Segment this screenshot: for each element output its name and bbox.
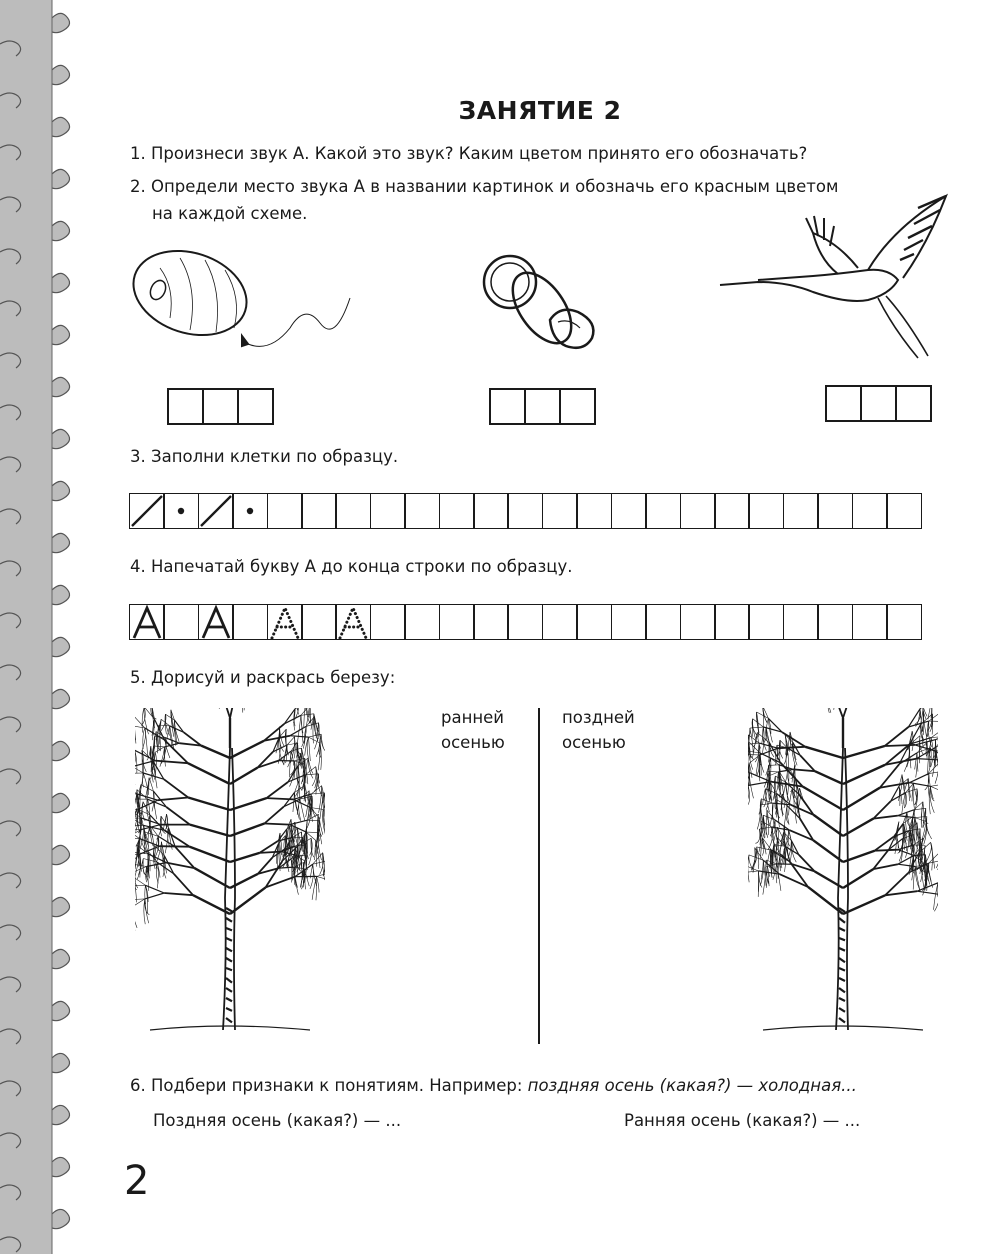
- letter-cell[interactable]: [370, 604, 406, 640]
- early-autumn-label: ранней осенью: [441, 708, 505, 752]
- scheme-cell[interactable]: [559, 388, 596, 425]
- letter-cell[interactable]: [163, 604, 199, 640]
- scheme-cell[interactable]: [167, 388, 204, 425]
- letter-cell[interactable]: [576, 604, 612, 640]
- scheme-cell[interactable]: [825, 385, 862, 422]
- letter-cell[interactable]: [439, 604, 475, 640]
- task-4-text: Напечатай букву А до конца строки по образцу.: [151, 557, 573, 576]
- pattern-cell[interactable]: [680, 493, 716, 529]
- letter-cell[interactable]: [542, 604, 578, 640]
- letter-cell[interactable]: [886, 604, 922, 640]
- scheme-cell[interactable]: [860, 385, 897, 422]
- pattern-cell[interactable]: [852, 493, 888, 529]
- letter-cell-row[interactable]: [129, 604, 922, 640]
- pacifier-icon: [480, 250, 600, 355]
- pattern-cell[interactable]: [404, 493, 440, 529]
- letter-cell[interactable]: [748, 604, 784, 640]
- task-1-text: Произнеси звук А. Какой это звук? Каким цветом принято его обозначать?: [151, 144, 808, 163]
- dotted-letter-a: [268, 605, 302, 639]
- pattern-cell[interactable]: [542, 493, 578, 529]
- scheme-cell[interactable]: [202, 388, 239, 425]
- task-6-text: Подбери признаки к понятиям. Например:: [151, 1076, 528, 1095]
- sample-letter-a: [130, 605, 164, 639]
- slash-mark: [130, 494, 164, 528]
- sound-scheme-pacifier[interactable]: [489, 388, 596, 425]
- pattern-cell[interactable]: [163, 493, 199, 529]
- stork-icon: [718, 188, 950, 366]
- spiral-binding-decoration: [0, 0, 78, 1254]
- pattern-cell[interactable]: [370, 493, 406, 529]
- pattern-cell[interactable]: [748, 493, 784, 529]
- task-5-text: Дорисуй и раскрась березу:: [151, 668, 396, 687]
- pattern-cell[interactable]: [198, 493, 234, 529]
- pattern-cell[interactable]: [301, 493, 337, 529]
- task-1: 1. Произнеси звук А. Какой это звук? Каким цветом принято его обозначать?: [130, 144, 808, 163]
- dot-mark: [233, 494, 267, 528]
- task-6-example: поздняя осень (какая?) — холодная...: [527, 1076, 857, 1095]
- letter-cell[interactable]: [335, 604, 371, 640]
- dot-mark: [164, 494, 198, 528]
- pattern-cell-row[interactable]: [129, 493, 922, 529]
- scheme-cell[interactable]: [237, 388, 274, 425]
- birch-tree-right-icon[interactable]: [748, 708, 938, 1038]
- letter-cell[interactable]: [404, 604, 440, 640]
- birch-tree-left-icon[interactable]: [135, 708, 325, 1038]
- task-2-text-line1: Определи место звука А в названии картинок и обозначь его красным цветом: [151, 177, 839, 196]
- balloon-icon: [130, 248, 355, 358]
- late-autumn-label: поздней осенью: [562, 708, 635, 752]
- letter-cell[interactable]: [198, 604, 234, 640]
- pattern-cell[interactable]: [129, 493, 165, 529]
- scheme-cell[interactable]: [895, 385, 932, 422]
- sound-scheme-stork[interactable]: [825, 385, 932, 422]
- dotted-letter-a: [336, 605, 370, 639]
- letter-cell[interactable]: [267, 604, 303, 640]
- pattern-cell[interactable]: [817, 493, 853, 529]
- letter-cell[interactable]: [680, 604, 716, 640]
- lesson-title: ЗАНЯТИЕ 2: [458, 96, 622, 125]
- pattern-cell[interactable]: [645, 493, 681, 529]
- letter-cell[interactable]: [232, 604, 268, 640]
- letter-cell[interactable]: [714, 604, 750, 640]
- slash-mark: [199, 494, 233, 528]
- sound-scheme-balloon[interactable]: [167, 388, 274, 425]
- letter-cell[interactable]: [129, 604, 165, 640]
- letter-cell[interactable]: [852, 604, 888, 640]
- task-4: 4. Напечатай букву А до конца строки по образцу.: [130, 557, 573, 576]
- letter-cell[interactable]: [507, 604, 543, 640]
- pattern-cell[interactable]: [335, 493, 371, 529]
- pattern-cell[interactable]: [886, 493, 922, 529]
- pattern-cell[interactable]: [714, 493, 750, 529]
- pattern-cell[interactable]: [576, 493, 612, 529]
- task-3: 3. Заполни клетки по образцу.: [130, 447, 399, 466]
- letter-cell[interactable]: [611, 604, 647, 640]
- early-autumn-answer[interactable]: Ранняя осень (какая?) — ...: [624, 1111, 861, 1130]
- scheme-cell[interactable]: [524, 388, 561, 425]
- pattern-cell[interactable]: [232, 493, 268, 529]
- letter-cell[interactable]: [301, 604, 337, 640]
- letter-cell[interactable]: [473, 604, 509, 640]
- pattern-cell[interactable]: [783, 493, 819, 529]
- pattern-cell[interactable]: [611, 493, 647, 529]
- letter-cell[interactable]: [817, 604, 853, 640]
- letter-cell[interactable]: [645, 604, 681, 640]
- column-divider: [538, 708, 540, 1044]
- pattern-cell[interactable]: [267, 493, 303, 529]
- page-number: 2: [124, 1158, 150, 1204]
- task-2-text-line2: на каждой схеме.: [152, 204, 308, 223]
- task-5: 5. Дорисуй и раскрась березу:: [130, 668, 396, 687]
- letter-cell[interactable]: [783, 604, 819, 640]
- late-autumn-answer[interactable]: Поздняя осень (какая?) — ...: [153, 1111, 402, 1130]
- pattern-cell[interactable]: [439, 493, 475, 529]
- task-6: 6. Подбери признаки к понятиям. Например: поздняя осень (какая?) — холодная...: [130, 1076, 857, 1095]
- pattern-cell[interactable]: [473, 493, 509, 529]
- pattern-cell[interactable]: [507, 493, 543, 529]
- scheme-cell[interactable]: [489, 388, 526, 425]
- task-3-text: Заполни клетки по образцу.: [151, 447, 399, 466]
- sample-letter-a: [199, 605, 233, 639]
- task-2: 2. Определи место звука А в названии картинок и обозначь его красным цветом на каждой схеме.: [130, 177, 839, 223]
